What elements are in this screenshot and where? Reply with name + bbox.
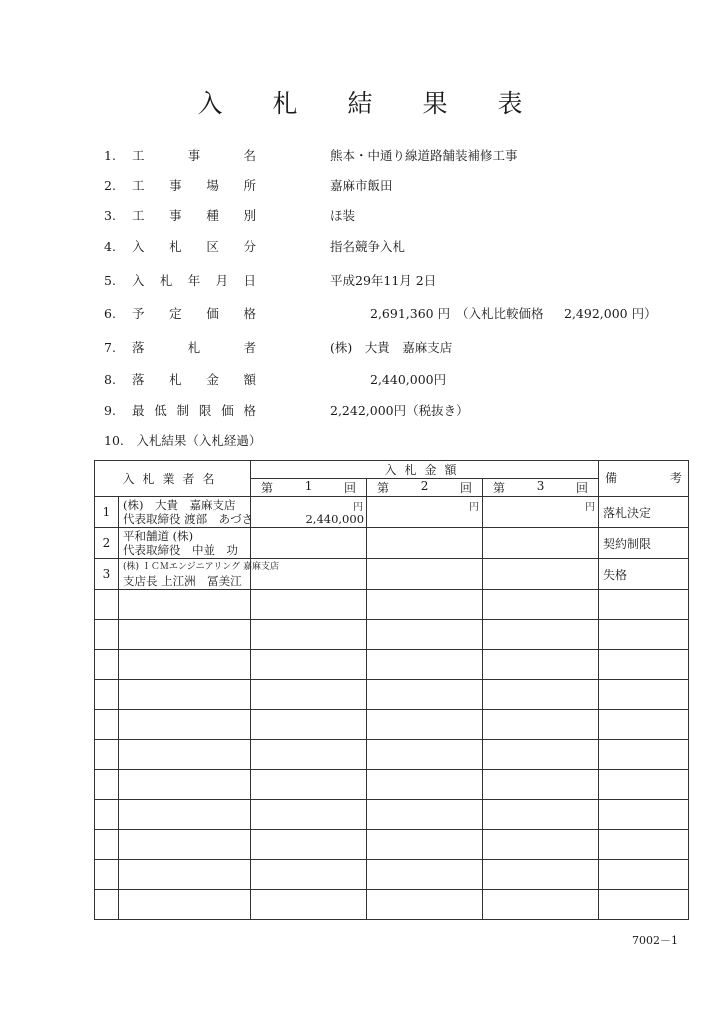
remarks-header-char: 備 [605, 471, 618, 485]
info-label [132, 207, 256, 225]
vendor-cell [119, 559, 279, 590]
page-title [0, 84, 720, 120]
label-char: 区 [206, 239, 219, 254]
info-value: 平成29年11月 2日 [330, 273, 437, 288]
bid-round-1 [251, 528, 367, 559]
info-value: (株) 大貴 嘉麻支店 [330, 340, 453, 355]
info-label [132, 371, 256, 389]
info-label [132, 238, 256, 256]
label-char: 低 [154, 403, 167, 418]
label-char: 場 [206, 178, 219, 193]
info-num: 6. [104, 306, 116, 321]
remarks-header-char: 考 [670, 471, 683, 485]
empty-row [95, 830, 689, 860]
bid-round-3 [483, 497, 599, 528]
label-char: 額 [243, 372, 256, 387]
vendor-company: (株) ＩＣＭエンジニアリング 嘉麻支店 [123, 562, 279, 572]
label-char: 札 [169, 372, 182, 387]
round-header-1: 第 1 回 [251, 479, 367, 497]
title-char: 入 [197, 89, 223, 118]
info-value: 嘉麻市飯田 [330, 178, 393, 193]
vendor-representative: 代表取締役 中並 功 [123, 543, 238, 557]
info-value: 2,440,000円 [370, 372, 447, 387]
label-char: 最 [132, 403, 145, 418]
amount-header: 入札金額 [251, 461, 599, 479]
info-num: 4. [104, 239, 116, 254]
info-label [132, 147, 256, 165]
label-char: 所 [243, 178, 256, 193]
vendor-company: 平和舗道 (株) [123, 529, 194, 543]
row-number: 2 [95, 528, 119, 559]
bid-round-1 [251, 559, 367, 590]
vendor-company: (株) 大貴 嘉麻支店 [123, 498, 236, 512]
compare-label: （入札比較価格 [456, 306, 544, 321]
label-char: 格 [243, 306, 256, 321]
remark-cell: 契約制限 [599, 528, 689, 559]
remark-cell: 落札決定 [599, 497, 689, 528]
label-char: 月 [215, 273, 229, 288]
title-char: 表 [497, 89, 523, 118]
vendor-cell [119, 497, 254, 528]
label-char: 予 [132, 306, 145, 321]
bid-amount: 2,440,000 [305, 512, 365, 526]
empty-row [95, 650, 689, 680]
bid-results-table [94, 460, 689, 920]
yen-unit: 円 [469, 502, 480, 513]
table-header-row [95, 461, 689, 479]
empty-row [95, 590, 689, 620]
label-char: 分 [243, 239, 256, 254]
info-label [132, 177, 256, 195]
label-char: 限 [198, 403, 212, 418]
remark-cell: 失格 [599, 559, 689, 590]
label-char: 入 [132, 273, 145, 288]
label-char: 格 [243, 403, 256, 418]
table-row [95, 497, 689, 528]
empty-row [95, 800, 689, 830]
label-char: 工 [132, 208, 145, 223]
label-char: 事 [169, 178, 182, 193]
vendor-representative: 代表取締役 渡部 あづさ [123, 512, 254, 526]
info-num: 8. [104, 372, 116, 387]
label-char: 価 [221, 403, 234, 418]
label-char: 日 [243, 273, 256, 288]
table-row [95, 559, 689, 590]
round-header-2: 第 2 回 [367, 479, 483, 497]
label-char: 別 [243, 208, 256, 223]
title-char: 果 [422, 89, 448, 118]
bid-round-2 [367, 528, 483, 559]
table-row [95, 528, 689, 559]
vendor-representative: 支店長 上江洲 冨美江 [123, 574, 242, 588]
info-label [132, 272, 256, 290]
bid-round-2 [367, 497, 483, 528]
empty-row [95, 890, 689, 920]
bid-round-2 [367, 559, 483, 590]
info-value: 熊本・中通り線道路舗装補修工事 [330, 148, 518, 163]
label-char: 年 [187, 273, 201, 288]
bid-round-3 [483, 559, 599, 590]
label-char: 者 [243, 340, 256, 355]
empty-row [95, 620, 689, 650]
label-char: 落 [132, 372, 145, 387]
compare-amount: 2,492,000 円） [564, 306, 657, 321]
info-label [132, 305, 256, 323]
label-char: 札 [159, 273, 173, 288]
row-number: 1 [95, 497, 119, 528]
info-num: 3. [104, 208, 116, 223]
label-char: 金 [206, 372, 219, 387]
document-code: 7002－1 [632, 934, 678, 947]
label-char: 種 [206, 208, 219, 223]
info-value: ほ装 [330, 208, 356, 223]
remarks-header [599, 461, 689, 497]
label-char: 落 [132, 340, 145, 355]
label-char: 名 [243, 148, 256, 163]
vendor-header: 入札業者名 [95, 461, 251, 497]
yen-unit: 円 [353, 502, 364, 513]
label-char: 事 [187, 148, 201, 163]
yen-unit: 円 [585, 502, 596, 513]
label-char: 制 [176, 403, 190, 418]
label-char: 工 [132, 148, 145, 163]
info-num: 9. [104, 403, 116, 418]
empty-row [95, 710, 689, 740]
bid-round-3 [483, 528, 599, 559]
info-label [132, 339, 256, 357]
round-header-3: 第 3 回 [483, 479, 599, 497]
info-num: 5. [104, 273, 116, 288]
label-char: 価 [206, 306, 219, 321]
label-char: 入 [132, 239, 145, 254]
results-heading: 10. 入札結果（入札経過） [104, 433, 262, 448]
label-char: 札 [187, 340, 201, 355]
empty-row [95, 770, 689, 800]
empty-row [95, 680, 689, 710]
info-num: 1. [104, 148, 116, 163]
vendor-cell [119, 528, 251, 559]
info-num: 2. [104, 178, 116, 193]
empty-row [95, 860, 689, 890]
info-value: 指名競争入札 [330, 239, 406, 254]
info-label [132, 402, 256, 420]
label-char: 事 [169, 208, 182, 223]
bid-round-1 [251, 497, 367, 528]
label-char: 定 [169, 306, 182, 321]
info-value: 2,242,000円（税抜き） [330, 403, 469, 418]
title-char: 結 [347, 89, 373, 118]
empty-row [95, 740, 689, 770]
label-char: 工 [132, 178, 145, 193]
title-char: 札 [272, 89, 298, 118]
row-number: 3 [95, 559, 119, 590]
label-char: 札 [169, 239, 182, 254]
estimate-amount: 2,691,360 円 [370, 306, 451, 321]
info-num: 7. [104, 340, 116, 355]
